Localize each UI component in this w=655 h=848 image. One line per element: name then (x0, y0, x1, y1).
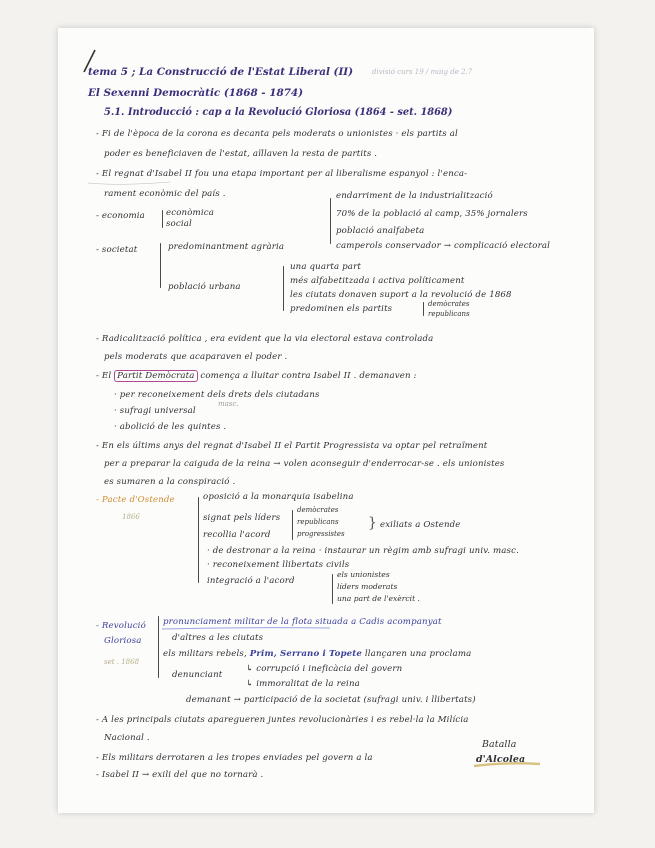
demanant-line: demanant → participació de la societat (sufragi univ. i llibertats) (186, 695, 476, 705)
partit-democrata-boxed: Partit Demòcrata (114, 370, 197, 382)
pacte-date: 1866 (122, 513, 140, 521)
text-line: pels moderats que acaparaven el poder . (104, 352, 288, 362)
text-line: - Radicalització política , era evident que la via electoral estava controlada (96, 334, 434, 344)
pacte-item: integració a l'acord (207, 576, 295, 586)
pacte-item: oposició a la monarquia isabelina (203, 492, 354, 502)
urbana-item: més alfabetitzada i activa políticament (290, 276, 465, 286)
economia-item: social (166, 219, 192, 229)
denunciant-text: immoralitat de la reina (256, 679, 360, 689)
pd-suffix: comença a lluitar contra Isabel II . demanaven : (200, 371, 417, 381)
urbana-item: predominen els partits (290, 304, 393, 314)
integracio-item: una part de l'exèrcit . (337, 594, 420, 603)
rev-line-c: llançaren una proclama (364, 649, 472, 659)
pd-item: · abolició de les quintes . (114, 422, 227, 432)
pacte-item: · reconeixement llibertats civils (207, 560, 350, 570)
partit-item: republicans (428, 310, 470, 318)
text-line: rament econòmic del país . (104, 189, 226, 199)
econ-detail: població analfabeta (336, 226, 425, 236)
economia-item: econòmica (166, 208, 214, 218)
econ-detail: endarriment de la industrialització (336, 191, 493, 201)
pd-note: masc. (218, 400, 239, 408)
lider-item: progressistes (297, 530, 345, 538)
text-line: - A les principals ciutats aparegueren juntes revolucionàries i es rebel·la la Milícia (96, 715, 469, 725)
econ-detail: camperols conservador → complicació electoral (336, 241, 551, 251)
denunciant-item: ↳ corrupció i ineficàcia del govern (246, 664, 403, 674)
exiliats-text: } exiliats a Ostende (368, 515, 461, 531)
denunciant-label: denunciant (172, 670, 223, 680)
batalla-label: Batalla (482, 739, 517, 750)
pacte-item: signat pels líders (203, 513, 281, 523)
rev-line-a: els militars rebels, (163, 649, 247, 659)
section-title: 5.1. Introducció : cap a la Revolució Gloriosa (1864 - set. 1868) (104, 107, 453, 118)
text-line: per a preparar la caiguda de la reina → volen aconseguir d'enderrocar-se . els unionistes (104, 459, 505, 469)
economia-label: - economia (96, 211, 145, 221)
text-line: - Fi de l'època de la corona es decanta pels moderats o unionistes · els partits al (96, 129, 458, 139)
lider-item: republicans (297, 518, 339, 526)
lider-item: demòcrates (297, 506, 339, 514)
integracio-item: els unionistes (337, 570, 390, 579)
urbana-item: una quarta part (290, 262, 361, 272)
pacte-label: - Pacte d'Ostende (96, 495, 175, 505)
batalla-name: d'Alcolea (476, 754, 526, 765)
denunciant-item: ↳ immoralitat de la reina (246, 679, 360, 689)
text-line: Nacional . (104, 733, 150, 743)
rev-line-text: pronunciament militar de la flota situada a Cadis acompanyat (163, 617, 442, 627)
urbana-text: població urbana (168, 282, 241, 292)
exiliats-label: exiliats a Ostende (379, 520, 461, 530)
tema-note: divisió curs 19 / maig de 2.7 (372, 68, 473, 76)
revolucio-label: - Revolució (96, 621, 146, 631)
societat-label: - societat (96, 245, 138, 255)
rev-line: d'altres a les ciutats (172, 633, 264, 643)
pd-item: · sufragi universal (114, 406, 196, 416)
agraria-text: predominantment agrària (168, 242, 285, 252)
rev-leaders: Prim, Serrano i Topete (249, 649, 362, 659)
text-line: - En els últims anys del regnat d'Isabel II el Partit Progressista va optar pel retraïment (96, 441, 488, 451)
text-line: - El regnat d'Isabel II fou una etapa important per al liberalisme espanyol : l'enca- (96, 169, 468, 179)
pd-item: · per reconeixement dels drets dels ciutadans (114, 390, 320, 400)
urbana-item: les ciutats donaven suport a la revolució de 1868 (290, 290, 512, 300)
revolucio-date: set . 1868 (104, 658, 140, 666)
pacte-item: · de destronar a la reina · instaurar un règim amb sufragi univ. masc. (207, 546, 519, 556)
econ-detail: 70% de la població al camp, 35% jornalers (336, 209, 528, 219)
text-line: es sumaren a la conspiració . (104, 477, 236, 487)
text-line: poder es beneficiaven de l'estat, aïllaven la resta de partits . (104, 149, 378, 159)
pd-prefix: - El (96, 371, 112, 381)
text-line: - Els militars derrotaren a les tropes enviades pel govern a la (96, 753, 373, 763)
tema-title: tema 5 ; La Construcció de l'Estat Liberal (II) (88, 66, 354, 78)
partit-item: demòcrates (428, 300, 470, 308)
integracio-item: líders moderats (337, 582, 398, 591)
pacte-item: recollia l'acord (203, 530, 271, 540)
revolucio-label-2: Gloriosa (104, 636, 142, 646)
denunciant-text: corrupció i ineficàcia del govern (256, 664, 403, 674)
sexenni-title: El Sexenni Democràtic (1868 - 1874) (88, 87, 304, 99)
text-line: - Isabel II → exili del que no tornarà . (96, 770, 264, 780)
